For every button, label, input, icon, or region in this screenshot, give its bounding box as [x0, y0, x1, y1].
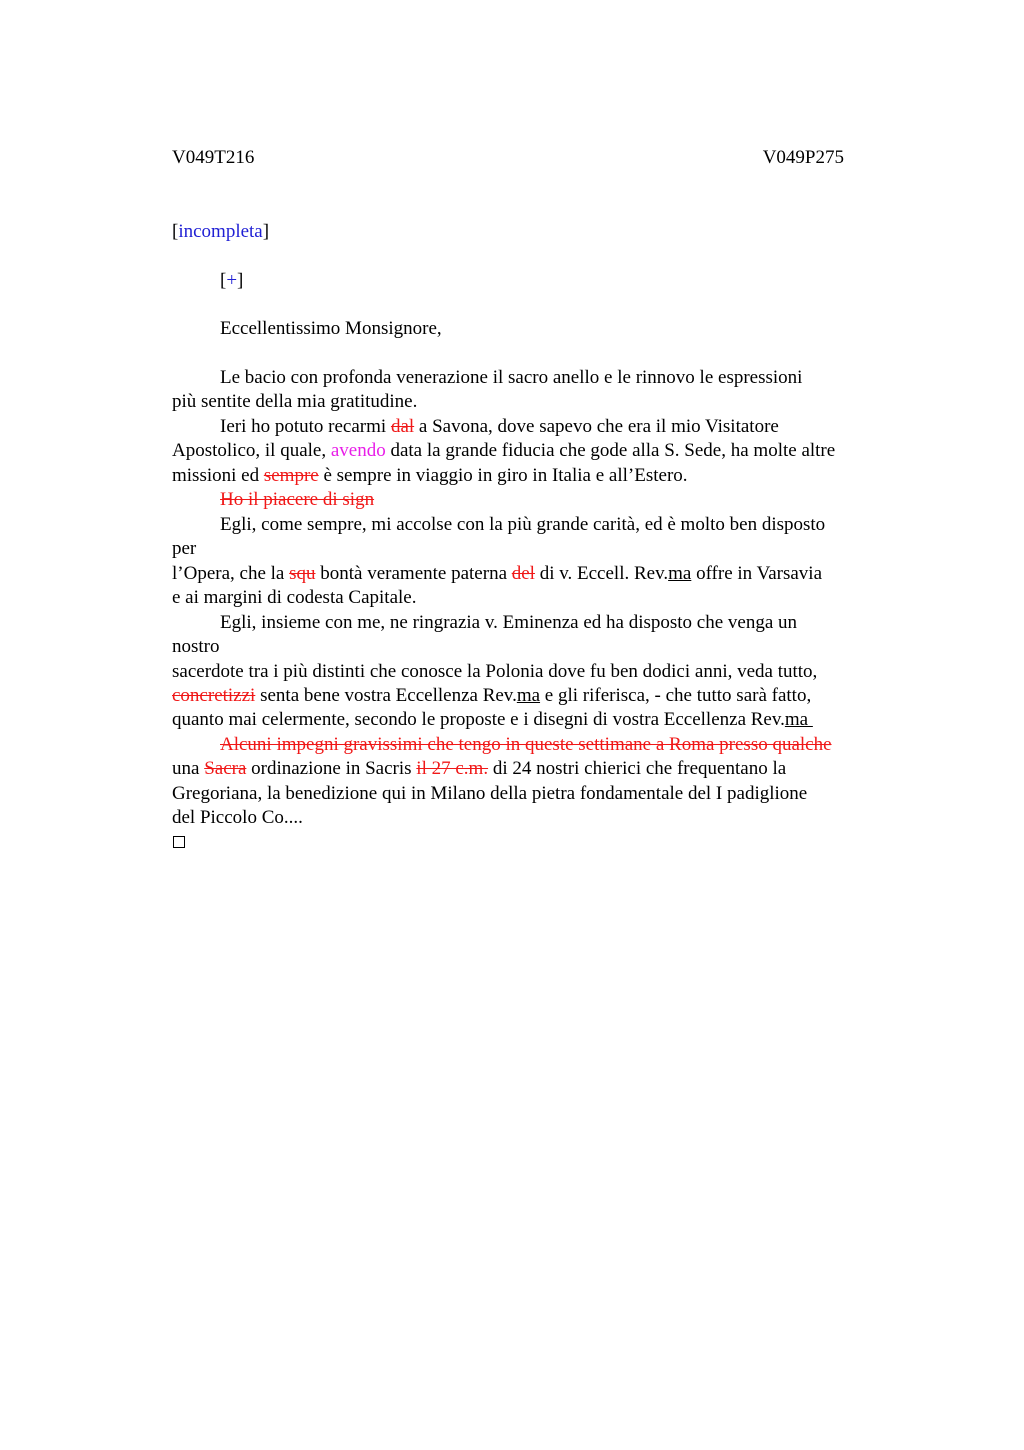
text-segment: offre in Varsavia — [691, 563, 822, 584]
bracket-open: [ — [220, 270, 227, 291]
text-segment: l’Opera, che la — [172, 563, 290, 584]
deleted-text: il 27 c.m. — [416, 758, 489, 779]
salutation: Eccellentissimo Monsignore, — [220, 318, 442, 339]
deleted-text: Alcuni impegni gravissimi che tengo in queste settimane a Roma presso qualche — [220, 734, 832, 755]
deleted-text: Ho il piacere di sign — [220, 489, 375, 510]
document-code-left: V049T216 — [172, 147, 255, 168]
incomplete-note — [172, 220, 269, 244]
text-line — [220, 415, 779, 439]
text-segment: di v. Eccell. Rev. — [534, 563, 669, 584]
underlined-text: ma — [668, 563, 692, 584]
text-line: Egli, insieme con me, ne ringrazia v. Eminenza ed ha disposto che venga un — [220, 612, 798, 633]
bracket-close: ] — [262, 221, 270, 242]
text-line — [172, 684, 811, 708]
text-line — [172, 464, 688, 488]
text-line: sacerdote tra i più distinti che conosce la Polonia dove fu ben dodici anni, veda tutto, — [172, 661, 818, 682]
document-code-right: V049P275 — [762, 147, 844, 168]
text-segment: missioni ed — [172, 465, 264, 486]
deleted-text: del — [511, 563, 535, 584]
text-line: più sentite della mia gratitudine. — [172, 391, 418, 412]
deleted-text: concretizzi — [172, 685, 256, 706]
text-line — [220, 733, 832, 757]
text-segment: una — [172, 758, 205, 779]
incomplete-label: incompleta — [178, 221, 263, 242]
underlined-text: ma — [784, 709, 813, 730]
deleted-text: Sacra — [204, 758, 247, 779]
deleted-text: dal — [390, 416, 415, 437]
text-segment: data la grande fiducia che gode alla S. Sede, ha molte altre — [385, 440, 836, 461]
text-line: per — [172, 538, 197, 559]
inserted-text: avendo — [330, 440, 386, 461]
text-segment: bontà veramente paterna — [315, 563, 512, 584]
text-line: del Piccolo Co.... — [172, 807, 303, 828]
plus-label: + — [226, 270, 238, 291]
plus-marker — [220, 269, 243, 293]
text-segment: quanto mai celermente, secondo le proposte e i disegni di vostra Eccellenza Rev. — [172, 709, 785, 730]
text-segment: ordinazione in Sacris — [246, 758, 417, 779]
text-line: Egli, come sempre, mi accolse con la più grande carità, ed è molto ben disposto — [220, 514, 826, 535]
text-segment: Ieri ho potuto recarmi — [220, 416, 391, 437]
text-line — [172, 439, 835, 463]
end-marker-box-icon — [173, 836, 185, 848]
text-line — [172, 708, 813, 732]
text-segment: e gli riferisca, - che tutto sarà fatto, — [540, 685, 812, 706]
bracket-open: [ — [172, 221, 179, 242]
text-line — [220, 488, 374, 512]
text-segment: senta bene vostra Eccellenza Rev. — [255, 685, 517, 706]
underlined-text: ma — [516, 685, 541, 706]
text-line — [172, 562, 822, 586]
document-page — [172, 0, 892, 1450]
text-line — [172, 757, 786, 781]
deleted-text: sempre — [263, 465, 319, 486]
text-segment: è sempre in viaggio in giro in Italia e all’Estero. — [318, 465, 688, 486]
text-segment: a Savona, dove sapevo che era il mio Visitatore — [414, 416, 779, 437]
text-segment: di 24 nostri chierici che frequentano la — [488, 758, 787, 779]
text-line: Le bacio con profonda venerazione il sacro anello e le rinnovo le espressioni — [220, 367, 803, 388]
text-segment: Apostolico, il quale, — [172, 440, 331, 461]
text-line: nostro — [172, 636, 220, 657]
text-line: e ai margini di codesta Capitale. — [172, 587, 417, 608]
deleted-text: squ — [289, 563, 316, 584]
text-line: Gregoriana, la benedizione qui in Milano della pietra fondamentale del I padiglione — [172, 783, 808, 804]
bracket-close: ] — [237, 270, 244, 291]
